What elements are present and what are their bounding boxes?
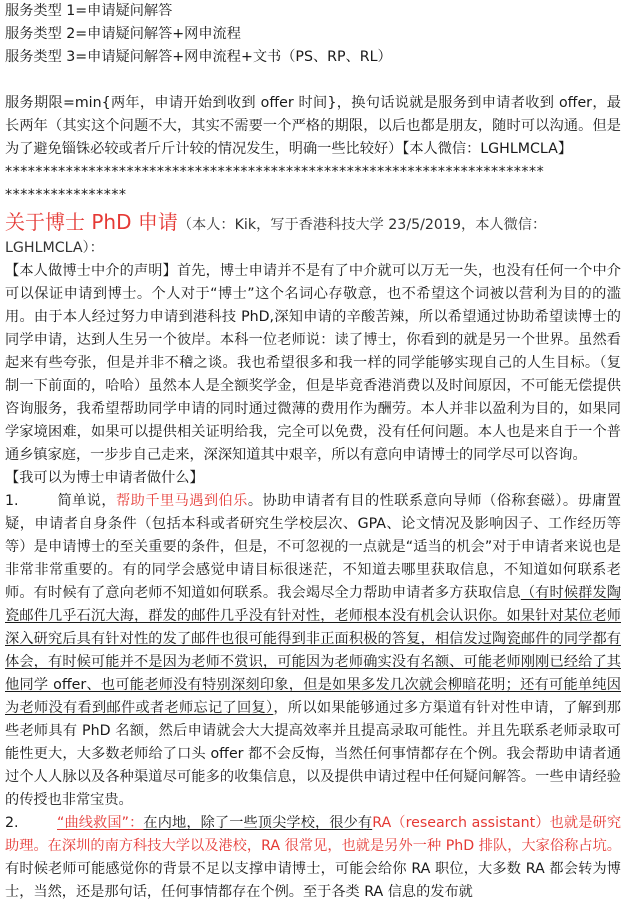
service-type-3: 服务类型 3=申请疑问解答+网申流程+文书（PS、RP、RL） — [5, 49, 392, 65]
separator-line-2: **************** — [5, 187, 127, 203]
item-1-text-b: ，所以如果能够通过多方渠道有针对性申请，了解到那些老师具有 PhD 名额，然后申请就会大大提高效率并且提高录取可能性。并且先联系老师录取可能性更大，大多数老师给了口头 offer 都不会反悔，当然任何事情都存在个例。我会帮助申请者通过个人人脉以及各种渠道尽可能多的收集信息，以及提供申请过程中任何疑问解答。一些申请经验的传授也非常宝贵。 — [5, 700, 621, 808]
item-1-underlined: （有时候群发陶瓷邮件几乎石沉大海，群发的邮件几乎没有针对性，老师根本没有机会认识你。如果针对某位老师深入研究后具有针对性的发了邮件也很可能得到非正面积极的答复，相信发过陶瓷邮件的同学都有体会，有时候可能并不是因为老师不赏识，可能因为老师确实没有名额、可能老师刚刚已经给了其他同学 offer、也可能老师没有特别深刻印象，但是如果多发几次就会柳暗花明；还有可能单纯因为老师没有看到邮件或者老师忘记了回复） — [5, 585, 621, 716]
item-2-text-a: 在内地，除了一些顶尖学校，很少有 — [143, 815, 373, 831]
item-1-number: 1. — [5, 493, 19, 509]
item-1 — [5, 490, 621, 812]
item-2-text-b: 有时候老师可能感觉你的背景不足以支撑申请博士，可能会给你 RA 职位，大多数 RA 都会转为博士，当然，还是那句话，任何事情都存在个例。至于各类 RA 信息的发布就 — [5, 861, 621, 900]
article-meta: （本人：Kik，写于香港科技大学 23/5/2019，本人微信：LGHLMCLA）： — [5, 217, 547, 256]
item-2-number: 2. — [5, 815, 19, 831]
what-heading: 【我可以为博士申请者做什么】 — [5, 470, 204, 486]
item-1-text-a: 。协助申请者有目的性联系意向导师（俗称套磁）。毋庸置疑，申请者自身条件（包括本科或者研究生学校层次、GPA、论文情况及影响因子、工作经历等等）是申请博士的至关重要的条件，但是，不可忽视的一点就是“适当的机会”对于申请者来说也是非常非常重要的。有的同学会感觉申请目标很迷茫，不知道去哪里获取信息，不知道如何联系老师。有时候有了意向老师不知道如何联系。我会竭尽全力帮助申请者多方获取信息 — [5, 493, 621, 601]
separator-line-1: *********************************************************************** — [5, 164, 545, 180]
service-types — [5, 0, 621, 69]
article-title: 关于博士 PhD 申请 — [5, 210, 178, 234]
service-type-2: 服务类型 2=申请疑问解答+网申流程 — [5, 26, 241, 42]
item-1-highlight: 帮助千里马遇到伯乐 — [116, 493, 248, 509]
service-period: 服务期限=min{两年，申请开始到收到 offer 时间}，换句话说就是服务到申请者收到 offer，最长两年（其实这个问题不大，其实不需要一个严格的期限，以后也都是朋友，随时可以沟通。但是为了避免锱铢必较或者斤斤计较的情况发生，明确一些比较好）【本人微信：LGHLMCLA】 — [5, 95, 621, 157]
item-2-highlight: “曲线救国”： — [57, 815, 144, 831]
blank-line — [5, 69, 621, 92]
statement-paragraph: 【本人做博士中介的声明】首先，博士申请并不是有了中介就可以万无一失，也没有任何一个中介可以保证申请到博士。个人对于“博士”这个名词心存敬意，也不希望这个词被以营利为目的的滥用。由于本人经过努力申请到港科技 PhD,深知申请的辛酸苦辣，所以希望通过协助希望读博士的同学申请，达到人生另一个彼岸。本科一位老师说：读了博士，你看到的就是另一个世界。虽然看起来有些夸张，但是并非不稽之谈。我也希望很多和我一样的同学能够实现自己的人生目标。（复制一下前面的，哈哈）虽然本人是全额奖学金，但是毕竟香港消费以及时间原因，不可能无偿提供咨询服务，我希望帮助同学申请的同时通过微薄的费用作为酬劳。本人并非以盈利为目的，如果同学家境困难，如果可以提供相关证明给我，完全可以免费，没有任何问题。本人也是来自于一个普通乡镇家庭，一步步自己走来，深深知道其中艰辛，所以有意向申请博士的同学尽可以咨询。 — [5, 263, 621, 463]
service-type-1: 服务类型 1=申请疑问解答 — [5, 3, 173, 19]
item-2 — [5, 812, 621, 904]
article — [5, 209, 621, 904]
item-1-intro: 简单说， — [57, 493, 117, 509]
item-2-ra: RA（research assistant）也就是研究助理。在深圳的南方科技大学以及港校，RA 很常见，也就是另外一种 PhD 排队，大家俗称占坑。 — [5, 815, 622, 854]
